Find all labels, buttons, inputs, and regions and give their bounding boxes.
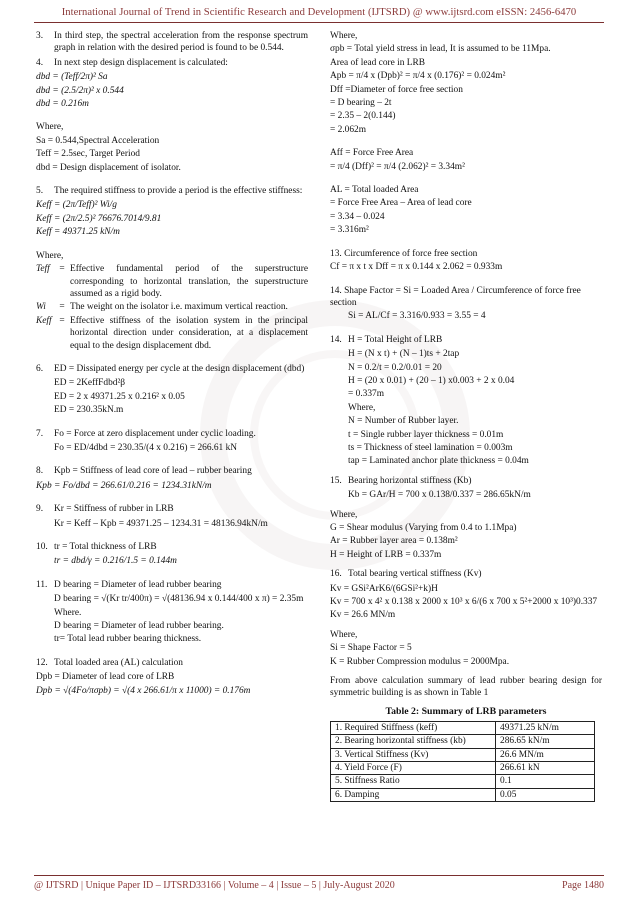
step-3-number: 3. (36, 31, 44, 41)
step-16 (330, 568, 602, 580)
table-cell-parameter: 6. Damping (331, 788, 496, 801)
where-dbearing: D bearing = Diameter of lead rubber bearing. (54, 621, 224, 632)
footer-rule (34, 875, 604, 876)
definition-wi (36, 301, 308, 313)
conclusion-paragraph: From above calculation summary of lead rubber bearing design for symmetric building is as shown in Table 1 (330, 676, 602, 699)
dff-line-1: = D bearing – 2t (330, 98, 392, 109)
step-7-text: Fo = Force at zero displacement under cyclic loading. (54, 428, 256, 439)
footer-page-number: Page 1480 (562, 880, 604, 891)
table-cell-parameter: 3. Vertical Stiffness (Kv) (331, 748, 496, 761)
where-ts: ts = Thickness of steel lamination = 0.003m (348, 442, 513, 453)
journal-header: International Journal of Trend in Scientific Research and Development (IJTSRD) @ www.ijtsrd.com eISSN: 2456-6470 (61, 7, 577, 18)
dpb-definition: Dpb = Diameter of lead core of LRB (36, 672, 175, 683)
definition-keff-term: Keff (36, 315, 52, 326)
where-h: H = Height of LRB = 0.337m (330, 549, 442, 560)
dff-line-2: = 2.35 – 2(0.144) (330, 111, 396, 122)
step-16-number: 16. (330, 569, 342, 580)
where-label-16: Where, (330, 629, 358, 640)
area-lead-core-label: Area of lead core in LRB (330, 57, 426, 68)
ed-substitution: ED = 2 x 49371.25 x 0.216² x 0.05 (54, 391, 185, 402)
eq-dbd-result: dbd = 0.216m (36, 99, 89, 110)
where-label-15: Where, (330, 509, 358, 520)
footer-paper-info: @ IJTSRD | Unique Paper ID – IJTSRD33166 | Volume – 4 | Issue – 5 | July-August 2020 (34, 880, 395, 891)
table-row (331, 762, 595, 775)
kr-equation: Kr = Keff – Kpb = 49371.25 – 1234.31 = 48136.94kN/m (54, 518, 268, 529)
where-dbd: dbd = Design displacement of isolator. (36, 162, 181, 173)
table-cell-value: 0.05 (496, 788, 595, 801)
definition-equals: = (59, 315, 65, 326)
step-15 (330, 475, 602, 487)
where-sa: Sa = 0.544,Spectral Acceleration (36, 135, 160, 146)
eq-keff-result: Keff = 49371.25 kN/m (36, 227, 120, 238)
table-row (331, 735, 595, 748)
step-3-text: In third step, the spectral acceleration from the response spectrum graph in relation with the desired period is found to be 0.544. (54, 31, 308, 54)
definition-teff-text: Effective fundamental period of the superstructure corresponding to horizontal translation, the superstructure assumed as a rigid body. (70, 264, 308, 299)
definition-teff-term: Teff (36, 264, 50, 275)
al-line-2: = 3.34 – 0.024 (330, 211, 385, 222)
table-cell-value: 0.1 (496, 775, 595, 788)
where-label-h: Where, (348, 402, 376, 413)
tr-equation: tr = dbd/γ = 0.216/1.5 = 0.144m (54, 556, 177, 567)
where-label-2: Where, (36, 250, 64, 261)
table-cell-value: 266.61 kN (496, 762, 595, 775)
cf-equation: Cf = π x t x Dff = π x 0.144 x 2.062 = 0.933m (330, 262, 503, 273)
where-g: G = Shear modulus (Varying from 0.4 to 1.1Mpa) (330, 523, 517, 533)
step-6-number: 6. (36, 363, 44, 374)
step-5 (36, 185, 308, 197)
step-13-heading: 13. Circumference of force free section (330, 248, 478, 259)
definition-teff (36, 263, 308, 300)
step-16-text: Total bearing vertical stiffness (Kv) (348, 569, 482, 580)
header-rule (34, 22, 604, 23)
table-cell-value: 26.6 MN/m (496, 748, 595, 761)
eq-dbd-formula: dbd = (Teff/2π)² Sa (36, 72, 108, 83)
step-15-number: 15. (330, 475, 342, 486)
fo-equation: Fo = ED/4dbd = 230.35/(4 x 0.216) = 266.61 kN (54, 442, 238, 453)
kv-result: Kv = 26.6 MN/m (330, 610, 396, 621)
h-definition: H = Total Height of LRB (348, 334, 443, 345)
table-row (331, 775, 595, 788)
kb-equation: Kb = GAr/H = 700 x 0.138/0.337 = 286.65kN/m (348, 490, 531, 501)
step-10 (36, 541, 308, 553)
table-row (331, 748, 595, 761)
step-4-text: In next step design displacement is calculated: (54, 57, 228, 68)
where-label: Where, (36, 122, 64, 133)
definition-keff (36, 315, 308, 352)
si-equation: Si = AL/Cf = 3.316/0.933 = 3.55 = 4 (348, 311, 486, 322)
definition-equals: = (59, 302, 65, 313)
aff-definition: Aff = Force Free Area (330, 148, 414, 159)
table-title: Table 2: Summary of LRB parameters (385, 705, 547, 717)
step-6-text: ED = Dissipated energy per cycle at the design displacement (dbd) (54, 363, 305, 374)
table-cell-value: 286.65 kN/m (496, 735, 595, 748)
step-14-number: 14. (330, 334, 342, 345)
where-t: t = Single rubber layer thickness = 0.01m (348, 429, 504, 440)
sigma-pb-definition: σpb = Total yield stress in lead, It is assumed to be 11Mpa. (330, 44, 551, 55)
table-cell-parameter: 1. Required Stiffness (keff) (331, 721, 496, 734)
step-15-text: Bearing horizontal stiffness (Kb) (348, 475, 472, 486)
eq-keff-substitution: Keff = (2π/2.5)² 76676.7014/9.81 (36, 213, 162, 224)
step-4-number: 4. (36, 57, 44, 68)
dpb-equation: Dpb = √(4Fo/πσpb) = √(4 x 266.61/π x 11000) = 0.176m (36, 685, 251, 696)
table-cell-parameter: 5. Stiffness Ratio (331, 775, 496, 788)
where-label-3: Where. (54, 607, 82, 618)
al-line-3: = 3.316m² (330, 225, 369, 236)
al-line-1: = Force Free Area – Area of lead core (330, 198, 472, 209)
kpb-equation: Kpb = Fo/dbd = 266.61/0.216 = 1234.31kN/m (36, 480, 212, 491)
dff-line-3: = 2.062m (330, 124, 367, 135)
step-9 (36, 503, 308, 515)
h-formula: H = (N x t) + (N – 1)ts + 2tap (348, 349, 460, 360)
step-9-number: 9. (36, 504, 44, 515)
h-substitution: H = (20 x 0.01) + (20 – 1) x0.003 + 2 x 0.04 (348, 375, 515, 386)
step-11-number: 11. (36, 579, 48, 590)
step-10-text: tr = Total thickness of LRB (54, 542, 157, 552)
where-tr: tr= Total lead rubber bearing thickness. (54, 634, 202, 645)
step-12-number: 12. (36, 657, 48, 668)
table-cell-parameter: 2. Bearing horizontal stiffness (kb) (331, 735, 496, 748)
step-12 (36, 657, 308, 669)
kv-substitution: Kv = 700 x 4² x 0.138 x 2000 x 10³ x 6/(6 x 700 x 5²+2000 x 10³)0.337 (330, 597, 598, 608)
where-tap: tap = Laminated anchor plate thickness = 0.04m (348, 456, 529, 467)
step-3 (36, 30, 308, 55)
al-definition: AL = Total loaded Area (330, 185, 419, 196)
table-row (331, 788, 595, 801)
dbearing-equation: D bearing = √(Kr tr/400π) = √(48136.94 x 0.144/400 x π) = 2.35m (54, 594, 304, 605)
page-footer (34, 879, 604, 892)
left-column (36, 30, 308, 698)
step-8-number: 8. (36, 466, 44, 477)
definition-wi-text: The weight on the isolator i.e. maximum vertical reaction. (70, 302, 288, 313)
table-row (331, 721, 595, 734)
where-label: Where, (330, 31, 358, 41)
where-teff: Teff = 2.5sec, Target Period (36, 149, 140, 160)
aff-equation: = π/4 (Dff)² = π/4 (2.062)² = 3.34m² (330, 161, 465, 172)
step-7 (36, 428, 308, 440)
step-14-height (330, 334, 602, 346)
definition-equals: = (59, 264, 65, 275)
step-5-number: 5. (36, 186, 44, 197)
apb-equation: Apb = π/4 x (Dpb)² = π/4 x (0.176)² = 0.024m² (330, 71, 506, 82)
eq-dbd-substitution: dbd = (2.5/2π)² x 0.544 (36, 85, 124, 96)
step-9-text: Kr = Stiffness of rubber in LRB (54, 504, 174, 515)
step-14-heading: 14. Shape Factor = Si = Loaded Area / Circumference of force free section (330, 285, 581, 308)
where-ar: Ar = Rubber layer area = 0.138m² (330, 536, 458, 547)
step-12-text: Total loaded area (AL) calculation (54, 657, 183, 668)
lrb-parameters-table (330, 721, 595, 802)
table-cell-value: 49371.25 kN/m (496, 721, 595, 734)
step-8-text: Kpb = Stiffness of lead core of lead – rubber bearing (54, 466, 252, 477)
step-11 (36, 579, 308, 591)
kv-formula: Kv = GSi²ArK6/(6GSi²+k)H (330, 583, 438, 594)
step-8 (36, 465, 308, 477)
right-column (330, 30, 602, 802)
definition-keff-text: Effective stiffness of the isolation system in the principal horizontal direction under consideration, at a displacement equal to the design displacement dbd. (70, 315, 308, 351)
table-cell-parameter: 4. Yield Force (F) (331, 762, 496, 775)
n-equation: N = 0.2/t = 0.2/0.01 = 20 (348, 362, 442, 373)
eq-keff-formula: Keff = (2π/Teff)² Wi/g (36, 200, 117, 211)
where-k: K = Rubber Compression modulus = 2000Mpa. (330, 656, 510, 667)
dff-definition: Dff =Diameter of force free section (330, 84, 463, 95)
h-result: = 0.337m (348, 389, 385, 400)
step-7-number: 7. (36, 428, 44, 439)
step-10-number: 10. (36, 542, 48, 552)
ed-formula: ED = 2KeffFdbd²β (54, 378, 126, 389)
step-11-text: D bearing = Diameter of lead rubber bearing (54, 579, 222, 590)
step-4 (36, 57, 308, 69)
step-5-text: The required stiffness to provide a period is the effective stiffness: (54, 186, 303, 197)
where-n: N = Number of Rubber layer. (348, 416, 459, 427)
ed-result: ED = 230.35kN.m (54, 405, 124, 416)
step-6 (36, 363, 308, 375)
definition-wi-term: Wi (36, 302, 46, 313)
where-si: Si = Shape Factor = 5 (330, 643, 412, 654)
